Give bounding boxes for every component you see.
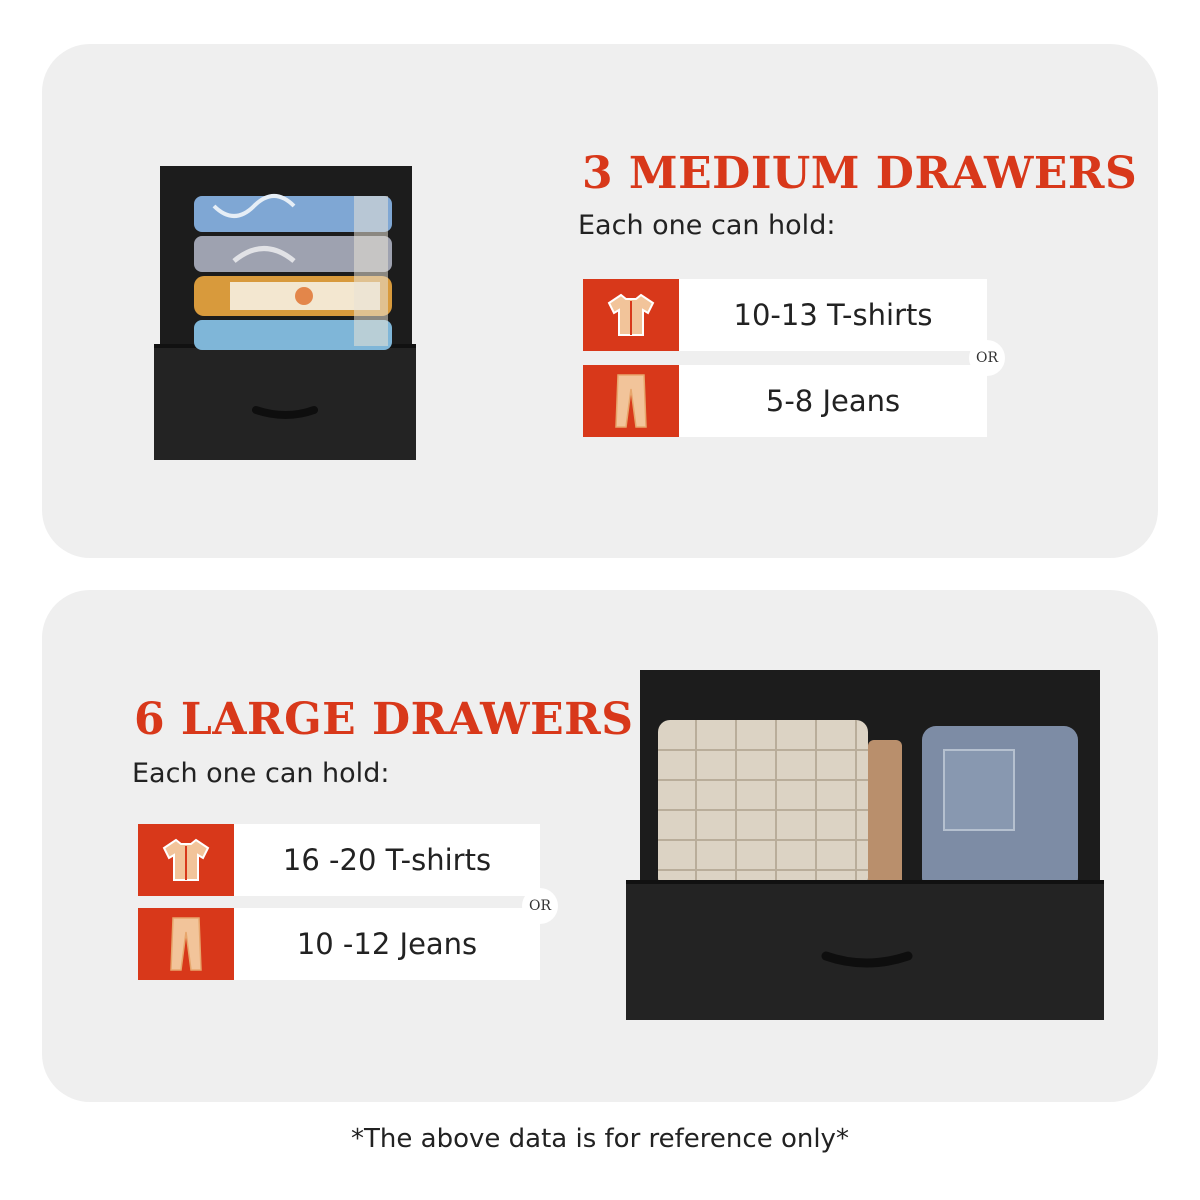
- medium-drawer-image: [154, 166, 416, 462]
- large-jeans-capacity: 10 -12 Jeans: [234, 908, 540, 980]
- tshirt-icon: [138, 824, 234, 896]
- large-jeans-capacity-row: [138, 908, 540, 980]
- medium-jeans-capacity: 5-8 Jeans: [679, 365, 987, 437]
- medium-tshirt-capacity: 10-13 T-shirts: [679, 279, 987, 351]
- large-tshirt-capacity: 16 -20 T-shirts: [234, 824, 540, 896]
- medium-drawers-panel: [42, 44, 1158, 558]
- large-tshirt-capacity-row: [138, 824, 540, 896]
- medium-capacity-subtitle: Each one can hold:: [578, 210, 836, 241]
- large-drawer-image: [626, 670, 1106, 1020]
- large-or-badge: OR: [522, 888, 558, 924]
- disclaimer-footnote: *The above data is for reference only*: [351, 1124, 849, 1154]
- pants-icon: [583, 365, 679, 437]
- large-drawers-title: 6 LARGE DRAWERS: [134, 694, 634, 745]
- medium-drawers-title: 3 MEDIUM DRAWERS: [582, 148, 1138, 199]
- tshirt-icon: [583, 279, 679, 351]
- large-capacity-subtitle: Each one can hold:: [132, 758, 390, 789]
- medium-or-badge: OR: [969, 340, 1005, 376]
- large-drawers-panel: [42, 590, 1158, 1102]
- medium-jeans-capacity-row: [583, 365, 987, 437]
- medium-tshirt-capacity-row: [583, 279, 987, 351]
- pants-icon: [138, 908, 234, 980]
